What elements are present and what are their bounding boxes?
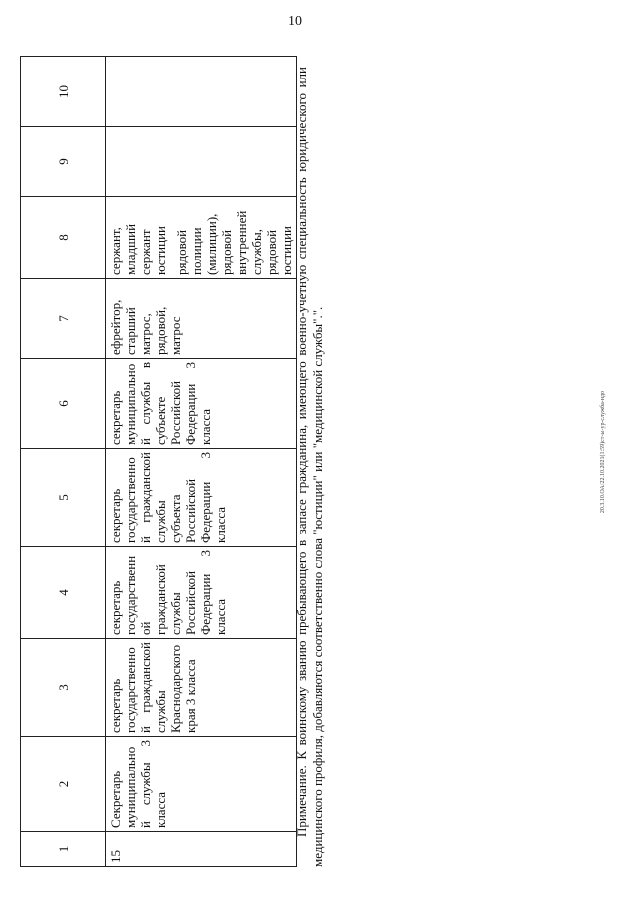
table-cell-municipal-subject-rank: секретарь муниципальной службы в субъекте Российской Федерации 3 класса <box>106 359 297 449</box>
column-header: 5 <box>21 449 106 547</box>
column-header: 2 <box>21 737 106 832</box>
table-cell-subject-rank: секретарь государственной гражданской службы субъекта Российской Федерации 3 класса <box>106 449 297 547</box>
column-header: 10 <box>21 57 106 127</box>
footnote-text: Примечание. К воинскому званию пребывающего в запасе гражданина, имеющего военно-учетную специальность юридического или медицинского профиля, добавляются соответственно слова "юстиции" или "медицинской службы".". <box>294 67 325 867</box>
table-row <box>106 57 297 867</box>
rotated-page <box>20 37 620 867</box>
column-header: 9 <box>21 127 106 197</box>
footnote <box>294 67 326 867</box>
table-cell-special-rank <box>106 197 297 279</box>
table-cell-regional-rank: секретарь государственной гражданской службы Краснодарского края 3 класса <box>106 639 297 737</box>
table-header-row <box>21 57 106 867</box>
side-mark: 20.3.10.ОА/22.10.2021(1:59)ст-ы-ур-служба-ндо <box>600 390 606 514</box>
column-header: 7 <box>21 279 106 359</box>
rank-correspondence-table <box>20 56 297 867</box>
column-header: 8 <box>21 197 106 279</box>
special-rank-bottom: рядовой полиции (милиции), рядовой внутренней службы, рядовой юстиции <box>174 210 294 275</box>
page-number: 10 <box>288 14 302 29</box>
special-rank-top: сержант, младший сержант юстиции <box>108 223 168 275</box>
column-header: 3 <box>21 639 106 737</box>
table-cell-number: 15 <box>106 832 297 867</box>
table-cell-federal-rank: секретарь государственной гражданской службы Российской Федерации 3 класса <box>106 547 297 639</box>
table-cell-empty <box>106 57 297 127</box>
column-header: 6 <box>21 359 106 449</box>
table-cell-municipal-rank: Секретарь муниципальной службы 3 класса <box>106 737 297 832</box>
table-cell-empty <box>106 127 297 197</box>
column-header: 1 <box>21 832 106 867</box>
table-cell-military-rank: ефрейтор, старший матрос, рядовой, матрос <box>106 279 297 359</box>
column-header: 4 <box>21 547 106 639</box>
